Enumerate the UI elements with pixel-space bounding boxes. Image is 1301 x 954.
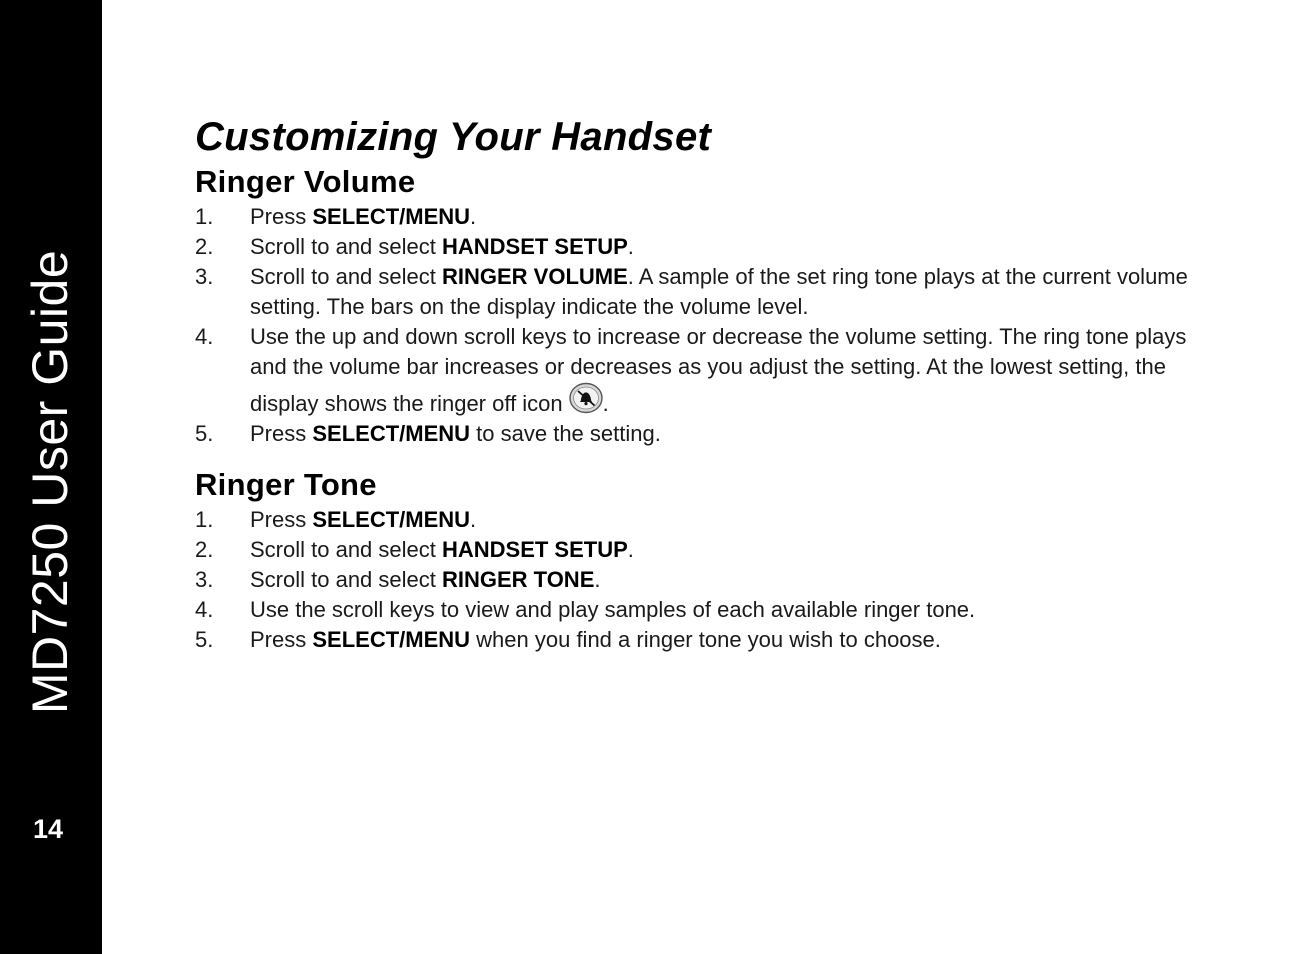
step-key: RINGER TONE [441,567,595,592]
step-number: 2. [195,537,214,562]
step-text: Scroll to and select [250,264,442,289]
list-item [195,535,1225,565]
step-number: 5. [195,627,214,652]
list-item [195,595,1225,625]
page-content [195,112,1225,655]
page-number: 14 [32,814,64,844]
section-title-ringer-tone: Ringer Tone [195,467,377,502]
step-text: Scroll to and select [250,567,442,592]
step-key: HANDSET SETUP [441,537,628,562]
step-text: . [594,567,601,592]
sidebar [0,0,102,954]
step-text: Use the scroll keys to view and play samples of each available ringer tone. [250,597,976,622]
step-number: 1. [195,204,214,229]
list-item [195,625,1225,655]
step-number: 3. [195,567,214,592]
section-title-ringer-volume: Ringer Volume [195,164,416,199]
step-key: RINGER VOLUME [441,264,628,289]
list-item [195,565,1225,595]
step-number: 2. [195,234,214,259]
step-key: HANDSET SETUP [441,234,628,259]
list-item [195,202,1225,232]
list-item [195,232,1225,262]
guide-title: MD7250 User Guide [22,249,78,715]
step-text: . [470,204,477,229]
list-item [195,262,1225,322]
step-number: 4. [195,324,214,349]
step-text: Press [250,421,313,446]
step-number: 5. [195,421,214,446]
step-text: to save the setting. [470,421,661,446]
ringer-off-icon [569,382,603,414]
step-text: when you find a ringer tone you wish to choose. [470,627,941,652]
list-item [195,505,1225,535]
ringer-tone-steps [195,505,1225,655]
page-title: Customizing Your Handset [195,115,712,159]
step-text: Press [250,507,313,532]
step-number: 1. [195,507,214,532]
step-number: 3. [195,264,214,289]
step-text: Press [250,627,313,652]
step-text: . [602,391,609,416]
step-key: SELECT/MENU [312,204,471,229]
step-key: SELECT/MENU [312,627,471,652]
step-text: Scroll to and select [250,537,442,562]
step-text: Press [250,204,313,229]
step-text: . [470,507,477,532]
step-key: SELECT/MENU [312,507,471,532]
step-text: Use the up and down scroll keys to increase or decrease the volume setting. The ring tone plays and the volume bar increases or decreases as you adjust the setting. At the lowest setting, the display shows the ringer off icon [250,324,1187,416]
list-item [195,322,1225,419]
step-text: . [627,234,634,259]
step-key: SELECT/MENU [312,421,471,446]
step-text: Scroll to and select [250,234,442,259]
list-item [195,419,1225,449]
step-text: . A sample of the set ring tone plays at the current volume setting. The bars on the display indicate the volume level. [250,264,1188,319]
step-text: . [627,537,634,562]
step-number: 4. [195,597,214,622]
ringer-volume-steps [195,202,1225,449]
